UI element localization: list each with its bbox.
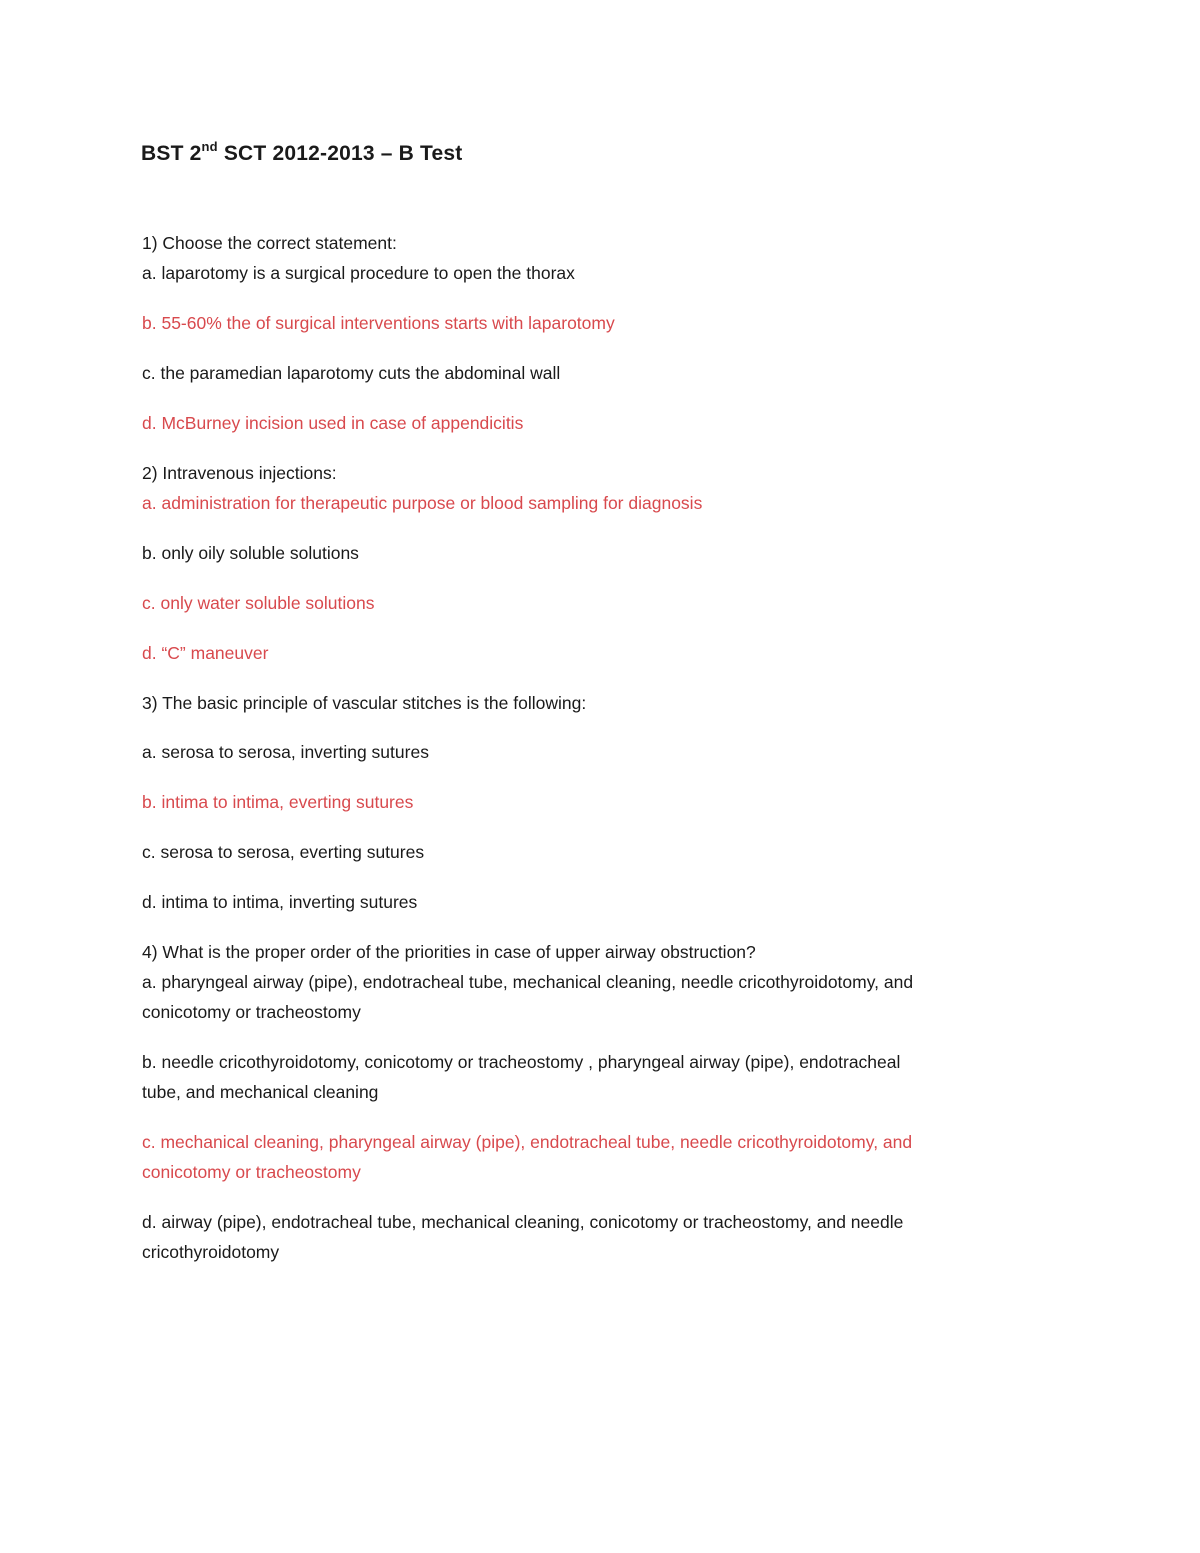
title-superscript: nd [201, 139, 218, 154]
question-3-option-b: b. intima to intima, everting sutures [142, 792, 414, 812]
question-2-option-c: c. only water soluble solutions [142, 593, 375, 613]
question-4-prompt: 4) What is the proper order of the priorities in case of upper airway obstruction? [142, 942, 756, 962]
question-2-option-b: b. only oily soluble solutions [142, 543, 359, 563]
question-2-prompt: 2) Intravenous injections: [142, 463, 337, 483]
question-1-prompt: 1) Choose the correct statement: [142, 233, 397, 253]
question-4-option-b-line1: b. needle cricothyroidotomy, conicotomy or tracheostomy , pharyngeal airway (pipe), endotracheal [142, 1052, 901, 1072]
question-1-option-b: b. 55-60% the of surgical interventions starts with laparotomy [142, 313, 615, 333]
question-4-option-d-line2: cricothyroidotomy [142, 1242, 280, 1262]
title-prefix: BST 2 [141, 142, 202, 165]
question-1-option-d: d. McBurney incision used in case of appendicitis [142, 413, 524, 433]
question-1-option-c: c. the paramedian laparotomy cuts the abdominal wall [142, 363, 561, 383]
question-4-option-a-line1: a. pharyngeal airway (pipe), endotracheal tube, mechanical cleaning, needle cricothyroidotomy, and [142, 972, 914, 992]
question-4-option-b-line2: tube, and mechanical cleaning [142, 1082, 379, 1102]
question-2-option-d: d. “C” maneuver [142, 643, 269, 663]
question-4-option-d-line1: d. airway (pipe), endotracheal tube, mechanical cleaning, conicotomy or tracheostomy, and needle [142, 1212, 904, 1232]
question-3-prompt: 3) The basic principle of vascular stitches is the following: [142, 693, 587, 713]
question-4-option-c-line2: conicotomy or tracheostomy [142, 1162, 361, 1182]
title-suffix: SCT 2012-2013 – B Test [217, 142, 463, 165]
question-4-option-a-line2: conicotomy or tracheostomy [142, 1002, 361, 1022]
question-3-option-c: c. serosa to serosa, everting sutures [142, 842, 425, 862]
question-1-option-a: a. laparotomy is a surgical procedure to open the thorax [142, 263, 575, 283]
question-3-option-a: a. serosa to serosa, inverting sutures [142, 742, 429, 762]
question-2-option-a: a. administration for therapeutic purpose or blood sampling for diagnosis [142, 493, 703, 513]
question-3-option-d: d. intima to intima, inverting sutures [142, 892, 418, 912]
document-title [141, 139, 463, 166]
question-4-option-c-line1: c. mechanical cleaning, pharyngeal airway (pipe), endotracheal tube, needle cricothyroidotomy, and [142, 1132, 913, 1152]
